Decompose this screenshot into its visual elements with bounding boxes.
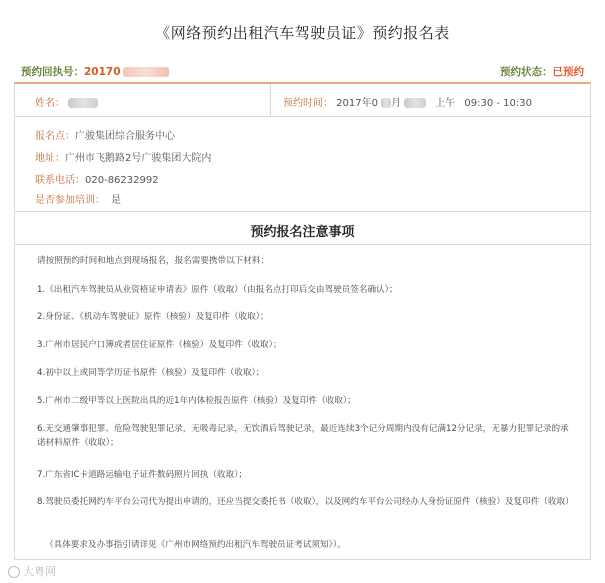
cell-divider [270, 84, 271, 116]
redacted-day [404, 98, 426, 108]
applicant-info-row [15, 84, 590, 117]
notice-item: 5.广州市二级甲等以上医院出具的近1年内体检报告原件（核验）及复印件（收取）； [37, 396, 356, 406]
training-label: 是否参加培训： [35, 195, 105, 206]
date-month: 月 [391, 98, 401, 109]
appointment-details [15, 117, 590, 212]
notice-item: 4.初中以上或同等学历证书原件（核验）及复印件（收取）； [37, 368, 265, 378]
time-range: 09:30 - 10:30 [464, 98, 532, 109]
watermark-text: 大粤网 [23, 565, 56, 578]
reservation-status [500, 64, 584, 79]
weibo-logo-icon [8, 566, 20, 578]
reference-row [21, 64, 584, 80]
time-cell [283, 94, 532, 109]
training-line [35, 191, 121, 206]
notice-item: 7.广东省IC卡道路运输电子证件数码照片回执（收取）； [37, 470, 248, 480]
notice-item: 3.广州市居民户口簿或者居住证原件（核验）及复印件（收取）； [37, 340, 282, 350]
training-value: 是 [111, 195, 121, 206]
notice-intro: 请按照预约时间和地点到现场报名，报名需要携带以下材料： [37, 256, 270, 266]
phone-label: 联系电话： [35, 175, 85, 186]
name-label: 姓名： [35, 98, 65, 109]
reference-label: 预约回执号： [21, 66, 84, 78]
status-label: 预约状态： [500, 66, 553, 78]
address-value: 广州市飞鹅路2号广骏集团大院内 [65, 153, 212, 164]
site-value: 广骏集团综合服务中心 [75, 131, 175, 142]
name-cell [35, 94, 98, 109]
notice-item: 8.驾驶员委托网约车平台公司代为提出申请的，还应当提交委托书（收取），以及网约车平台公司经办人身份证原件（核验）及复印件（收取） [37, 497, 574, 507]
registration-form [14, 82, 591, 560]
phone-value: 020-86232992 [85, 175, 159, 186]
notice-footer: （具体要求及办事指引请详见《广州市网络预约出租汽车驾驶员证考试须知》）。 [45, 540, 346, 550]
phone-line [35, 171, 159, 186]
time-label: 预约时间： [283, 98, 333, 109]
page-title: 《网络预约出租汽车驾驶员证》预约报名表 [155, 24, 450, 42]
redacted-name [68, 98, 98, 108]
notice-item: 1.《出租汽车驾驶员从业资格证申请表》原件（收取）（由报名点打印后交由驾驶员签名确认）； [37, 285, 398, 295]
watermark [8, 563, 56, 579]
redacted-number [123, 67, 169, 77]
address-label: 地址： [35, 153, 65, 164]
reference-number [21, 64, 169, 79]
address-line [35, 149, 211, 164]
reference-number-value: 20170 [84, 66, 121, 78]
site-label: 报名点： [35, 131, 75, 142]
redacted-month [381, 98, 391, 108]
status-badge: 已预约 [552, 66, 584, 78]
notice-item: 6.无交通肇事犯罪、危险驾驶犯罪记录，无吸毒记录，无饮酒后驾驶记录，最近连续3个记分周期内没有记满12分记录，无暴力犯罪记录的承诺材料原件（收取）； [37, 424, 569, 448]
notice-divider [15, 244, 590, 245]
notice-item: 2.身份证、《机动车驾驶证》原件（核验）及复印件（收取）； [37, 312, 269, 322]
date-prefix: 2017年0 [336, 98, 378, 109]
notice-title: 预约报名注意事项 [250, 225, 355, 240]
site-line [35, 127, 175, 142]
period: 上午 [435, 98, 456, 109]
